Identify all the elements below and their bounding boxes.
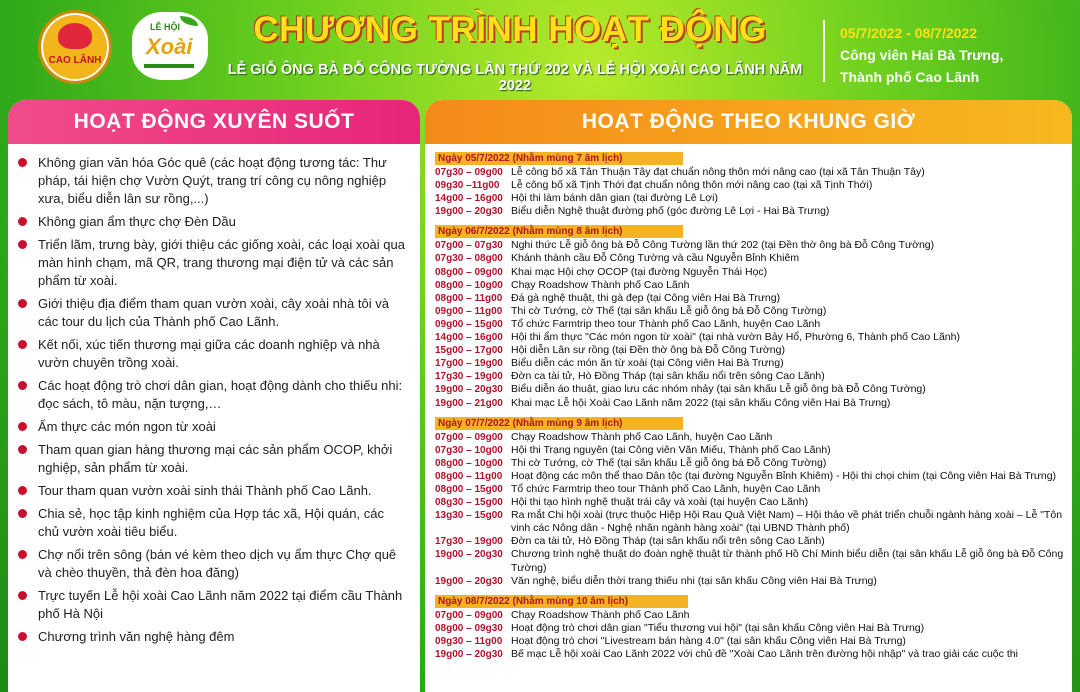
bullet-icon bbox=[18, 340, 27, 349]
schedule-time: 19g00 – 20g30 bbox=[435, 206, 503, 218]
schedule-row bbox=[435, 548, 1072, 574]
schedule-row bbox=[435, 166, 1072, 179]
schedule-row bbox=[435, 635, 1072, 648]
schedule-activity: Hội thi làm bánh dân gian (tại đường Lê Lợi) bbox=[511, 192, 719, 205]
event-dates: 05/7/2022 - 08/7/2022 bbox=[840, 25, 978, 41]
leaf-icon bbox=[180, 16, 198, 26]
day-label: Ngày 07/7/2022 (Nhằm mùng 9 âm lịch) bbox=[435, 417, 683, 430]
list-item bbox=[38, 236, 406, 290]
day-label: Ngày 05/7/2022 (Nhằm mùng 7 âm lịch) bbox=[435, 152, 683, 165]
schedule-activity: Hoạt động trò chơi dân gian "Tiểu thương vui hội" (tại sân khấu Công viên Hai Bà Trưng) bbox=[511, 621, 925, 634]
schedule-row bbox=[435, 457, 1072, 470]
list-item bbox=[38, 587, 406, 623]
schedule-time: 19g00 – 20g30 bbox=[435, 549, 503, 561]
schedule-row bbox=[435, 252, 1072, 265]
bullet-icon bbox=[18, 422, 27, 431]
schedule-time: 19g00 – 20g30 bbox=[435, 384, 503, 396]
list-item-text: Không gian ẩm thực chợ Đèn Dầu bbox=[38, 214, 236, 229]
schedule-row bbox=[435, 509, 1072, 535]
schedule-activity: Chạy Roadshow Thành phố Cao Lãnh bbox=[511, 278, 690, 291]
schedule-row bbox=[435, 205, 1072, 218]
schedule-activity: Hoạt động trò chơi "Livestream bán hàng 4.0" (tại sân khấu Công viên Hai Bà Trưng) bbox=[511, 634, 906, 647]
list-item-text: Triển lãm, trưng bày, giới thiệu các giống xoài, các loại xoài qua màn hình chạm, mã QR, trang thương mại điện tử và các sản phẩm từ xoài. bbox=[38, 237, 405, 288]
schedule-activity: Đá gà nghệ thuật, thi gà đẹp (tại Công viên Hai Bà Trưng) bbox=[511, 291, 781, 304]
schedule-row bbox=[435, 318, 1072, 331]
schedule-time: 08g00 – 09g30 bbox=[435, 622, 503, 634]
schedule-time: 09g00 – 11g00 bbox=[435, 305, 503, 317]
event-place-line2: Thành phố Cao Lãnh bbox=[840, 69, 980, 85]
schedule-time: 14g00 – 16g00 bbox=[435, 332, 503, 344]
list-item bbox=[38, 546, 406, 582]
event-info bbox=[840, 22, 1003, 88]
list-item-text: Các hoạt động trò chơi dân gian, hoạt động dành cho thiếu nhi: đọc sách, tô màu, nặn tượng,… bbox=[38, 378, 403, 411]
schedule-row bbox=[435, 383, 1072, 396]
schedule-time: 19g00 – 20g30 bbox=[435, 575, 503, 587]
bullet-icon bbox=[18, 591, 27, 600]
schedule-row bbox=[435, 292, 1072, 305]
schedule-activity: Hội diễn Lân sư rồng (tại Đền thờ ông bà Đỗ Công Tường) bbox=[511, 344, 785, 357]
list-item-text: Tham quan gian hàng thương mại các sản phẩm OCOP, khởi nghiệp, sản phẩm từ xoài. bbox=[38, 442, 393, 475]
day-block bbox=[435, 148, 1072, 218]
schedule-time: 08g00 – 15g00 bbox=[435, 483, 503, 495]
schedule-row bbox=[435, 305, 1072, 318]
bullet-icon bbox=[18, 550, 27, 559]
schedule-time: 09g30 –11g00 bbox=[435, 180, 500, 192]
schedule-row bbox=[435, 331, 1072, 344]
schedule-activity: Văn nghệ, biểu diễn thời trang thiếu nhi (tại sân khấu Công viên Hai Bà Trưng) bbox=[511, 574, 877, 587]
list-item-text: Kết nối, xúc tiến thương mại giữa các doanh nghiệp và nhà vườn chuyên trồng xoài. bbox=[38, 337, 380, 370]
schedule-time: 07g30 – 09g00 bbox=[435, 167, 503, 178]
mango-festival-logo bbox=[132, 12, 208, 80]
schedule-activity: Chương trình nghệ thuật do đoàn nghệ thuật từ thành phố Hồ Chí Minh biểu diễn (tại sân khấu Lễ giỗ ông bà Đỗ Công Tường) bbox=[511, 548, 1064, 574]
schedule-activity: Lễ công bố xã Tịnh Thới đạt chuẩn nông thôn mới nâng cao (tại xã Tịnh Thới) bbox=[511, 179, 873, 192]
schedule-activity: Khai mạc Lễ hội Xoài Cao Lãnh năm 2022 (tại sân khấu Công viên Hai Bà Trưng) bbox=[511, 396, 891, 409]
day-block bbox=[435, 413, 1072, 588]
schedule-row bbox=[435, 179, 1072, 192]
list-item-text: Chương trình văn nghệ hàng đêm bbox=[38, 629, 235, 644]
schedule-row bbox=[435, 344, 1072, 357]
schedule-time: 08g00 – 11g00 bbox=[435, 470, 503, 482]
schedule-time: 07g00 – 07g30 bbox=[435, 240, 503, 252]
schedule-row bbox=[435, 357, 1072, 370]
schedule-row bbox=[435, 535, 1072, 548]
schedule-time: 07g00 – 09g00 bbox=[435, 431, 503, 443]
schedule-row bbox=[435, 192, 1072, 205]
list-item-text: Chia sẻ, học tập kinh nghiệm của Hợp tác xã, Hội quán, các chủ vườn xoài tiêu biểu. bbox=[38, 506, 384, 539]
day-label: Ngày 08/7/2022 (Nhằm mùng 10 âm lịch) bbox=[435, 595, 688, 608]
list-item-text: Ẩm thực các món ngon từ xoài bbox=[38, 419, 216, 434]
schedule-activity: Thi cờ Tướng, cờ Thế (tại sân khấu Lễ giỗ ông bà Đỗ Công Tường) bbox=[511, 304, 827, 317]
list-item bbox=[38, 482, 406, 500]
list-item bbox=[38, 441, 406, 477]
schedule-activity: Hội thi tạo hình nghệ thuật trái cây và xoài (tại huyện Cao Lãnh) bbox=[511, 496, 809, 509]
day-block bbox=[435, 591, 1072, 661]
list-item-text: Tour tham quan vườn xoài sinh thái Thành phố Cao Lãnh. bbox=[38, 483, 372, 498]
schedule-activity: Biểu diễn áo thuật, giao lưu các nhóm nhảy (tại sân khấu Lễ giỗ ông bà Đỗ Công Tường) bbox=[511, 383, 926, 396]
schedule-activity: Đờn ca tài tử, Hò Đồng Tháp (tại sân khấu nổi trên sông Cao Lãnh) bbox=[511, 535, 825, 548]
list-item-text: Không gian văn hóa Góc quê (các hoạt động tương tác: Thư pháp, tái hiện chợ Vườn Quýt, trang trí công cụ nông nghiệp xưa, biểu diễn lân sư rồng,...) bbox=[38, 155, 387, 206]
schedule-row bbox=[435, 609, 1072, 622]
schedule-activity: Chạy Roadshow Thành phố Cao Lãnh, huyện Cao Lãnh bbox=[511, 430, 773, 443]
schedule-activity: Biểu diễn các món ăn từ xoài (tại Công viên Hai Bà Trưng) bbox=[511, 357, 784, 370]
continuous-activities-heading: HOẠT ĐỘNG XUYÊN SUỐT bbox=[8, 100, 420, 144]
schedule-activity: Nghi thức Lễ giỗ ông bà Đỗ Công Tường lần thứ 202 (tại Đền thờ ông bà Đỗ Công Tường) bbox=[511, 239, 935, 252]
schedule-row bbox=[435, 470, 1072, 483]
list-item bbox=[38, 377, 406, 413]
schedule-time: 08g00 – 09g00 bbox=[435, 266, 503, 278]
list-item bbox=[38, 154, 406, 208]
schedule-row bbox=[435, 648, 1072, 661]
logo2-line1: LỄ HỘI bbox=[150, 22, 181, 32]
bullet-icon bbox=[18, 632, 27, 641]
event-place-line1: Công viên Hai Bà Trưng, bbox=[840, 47, 1004, 63]
schedule-activity: Đờn ca tài tử, Hò Đồng Tháp (tại sân khấu nổi trên sông Cao Lãnh) bbox=[511, 370, 825, 383]
list-item bbox=[38, 295, 406, 331]
schedule-time: 19g00 – 20g30 bbox=[435, 649, 503, 660]
schedule-activity: Hội thi ẩm thực "Các món ngon từ xoài" (tại nhà vườn Bảy Hổ, Phường 6, Thành phố Cao Lãnh) bbox=[511, 331, 960, 344]
continuous-activities-panel bbox=[8, 100, 420, 692]
bullet-icon bbox=[18, 445, 27, 454]
schedule-activity: Biểu diễn Nghệ thuật đường phố (góc đường Lê Lợi - Hai Bà Trưng) bbox=[511, 205, 830, 218]
schedule-row bbox=[435, 483, 1072, 496]
schedule-time: 15g00 – 17g00 bbox=[435, 345, 503, 357]
logo-underline bbox=[144, 64, 194, 68]
schedule-row bbox=[435, 496, 1072, 509]
schedule-time: 17g00 – 19g00 bbox=[435, 358, 503, 370]
schedule-time: 17g30 – 19g00 bbox=[435, 371, 503, 383]
schedule-activity: Thi cờ Tướng, cờ Thế (tại sân khấu Lễ giỗ ông bà Đỗ Công Tường) bbox=[511, 456, 827, 469]
list-item-text: Giới thiệu địa điểm tham quan vườn xoài, cây xoài nhà tôi và các tour du lịch của Thành phố Cao Lãnh. bbox=[38, 296, 389, 329]
schedule-activity: Hội thi Trạng nguyên (tại Công viên Văn Miếu, Thành phố Cao Lãnh) bbox=[511, 443, 831, 456]
schedule-activity: Hoạt động các môn thể thao Dân tộc (tại đường Nguyễn Bỉnh Khiêm) - Hội thi chọi chim (tại Công viên Hai Bà Trưng) bbox=[511, 469, 1057, 482]
schedule-row bbox=[435, 622, 1072, 635]
list-item bbox=[38, 213, 406, 231]
list-item bbox=[38, 505, 406, 541]
logo-label: CAO LÃNH bbox=[48, 55, 102, 66]
schedule-time: 14g00 – 16g00 bbox=[435, 193, 503, 205]
schedule-time: 08g00 – 10g00 bbox=[435, 279, 503, 291]
schedule-activity: Lễ công bố xã Tân Thuận Tây đạt chuẩn nông thôn mới nâng cao (tại xã Tân Thuận Tây) bbox=[511, 166, 925, 178]
bullet-icon bbox=[18, 381, 27, 390]
lotus-icon bbox=[58, 23, 92, 49]
continuous-activities-list bbox=[8, 144, 420, 646]
schedule-time: 09g00 – 15g00 bbox=[435, 318, 503, 330]
schedule-activity: Bế mạc Lễ hội xoài Cao Lãnh 2022 với chủ đề "Xoài Cao Lãnh trên đường hội nhập" và trao giải các cuộc thi bbox=[511, 648, 1018, 660]
day-label: Ngày 06/7/2022 (Nhằm mùng 8 âm lịch) bbox=[435, 225, 683, 238]
list-item bbox=[38, 628, 406, 646]
list-item bbox=[38, 418, 406, 436]
schedule-time: 09g30 – 11g00 bbox=[435, 635, 503, 647]
bullet-icon bbox=[18, 299, 27, 308]
schedule-time: 07g30 – 10g00 bbox=[435, 444, 503, 456]
bullet-icon bbox=[18, 217, 27, 226]
schedule-time: 08g00 – 10g00 bbox=[435, 457, 503, 469]
schedule-activity: Chạy Roadshow Thành phố Cao Lãnh bbox=[511, 608, 690, 621]
bullet-icon bbox=[18, 509, 27, 518]
bullet-icon bbox=[18, 486, 27, 495]
schedule-activity: Tổ chức Farmtrip theo tour Thành phố Cao Lãnh, huyện Cao Lãnh bbox=[511, 482, 821, 495]
schedule-row bbox=[435, 239, 1072, 252]
list-item bbox=[38, 336, 406, 372]
schedule-row bbox=[435, 370, 1072, 383]
schedule-activity: Ra mắt Chi hội xoài (trực thuộc Hiệp Hội Rau Quả Việt Nam) – Hội thảo về phát triển chuỗi ngành hàng xoài – Lễ "Tôn vinh các Nông dân - Nghệ nhân ngành hàng xoài" (tại UBND Thành phố) bbox=[511, 509, 1063, 535]
list-item-text: Chợ nổi trên sông (bán vé kèm theo dịch vụ ẩm thực Chợ quê và chèo thuyền, thả đèn hoa đăng) bbox=[38, 547, 397, 580]
cao-lanh-logo bbox=[38, 10, 112, 84]
schedule-body bbox=[425, 144, 1072, 661]
schedule-time: 19g00 – 21g00 bbox=[435, 397, 503, 409]
page-subtitle: LỄ GIỖ ÔNG BÀ ĐỖ CÔNG TƯỜNG LẦN THỨ 202 VÀ LỄ HỘI XOÀI CAO LÃNH NĂM 2022 bbox=[227, 62, 803, 94]
schedule-time: 07g30 – 08g00 bbox=[435, 253, 503, 265]
schedule-row bbox=[435, 444, 1072, 457]
schedule-activity: Khánh thành cầu Đỗ Công Tường và cầu Nguyễn Bỉnh Khiêm bbox=[511, 252, 800, 265]
schedule-activity: Khai mạc Hội chợ OCOP (tại đường Nguyễn Thái Học) bbox=[511, 265, 768, 278]
schedule-time: 07g00 – 09g00 bbox=[435, 609, 503, 621]
schedule-time: 08g00 – 11g00 bbox=[435, 292, 503, 304]
logo2-line2: Xoài bbox=[146, 34, 193, 59]
schedule-time: 08g30 – 15g00 bbox=[435, 497, 503, 509]
timed-activities-panel bbox=[425, 100, 1072, 692]
page-title: CHƯƠNG TRÌNH HOẠT ĐỘNG bbox=[253, 10, 767, 49]
schedule-activity: Tổ chức Farmtrip theo tour Thành phố Cao Lãnh, huyện Cao Lãnh bbox=[511, 317, 821, 330]
timed-activities-heading: HOẠT ĐỘNG THEO KHUNG GIỜ bbox=[425, 100, 1072, 144]
schedule-row bbox=[435, 279, 1072, 292]
schedule-row bbox=[435, 431, 1072, 444]
list-item-text: Trực tuyến Lễ hội xoài Cao Lãnh năm 2022 tại điểm cầu Thành phố Hà Nội bbox=[38, 588, 403, 621]
day-block bbox=[435, 221, 1072, 409]
bullet-icon bbox=[18, 240, 27, 249]
schedule-row bbox=[435, 266, 1072, 279]
schedule-row bbox=[435, 397, 1072, 410]
schedule-time: 17g30 – 19g00 bbox=[435, 536, 503, 548]
schedule-time: 13g30 – 15g00 bbox=[435, 510, 503, 522]
schedule-row bbox=[435, 575, 1072, 588]
header-divider bbox=[823, 20, 825, 82]
bullet-icon bbox=[18, 158, 27, 167]
